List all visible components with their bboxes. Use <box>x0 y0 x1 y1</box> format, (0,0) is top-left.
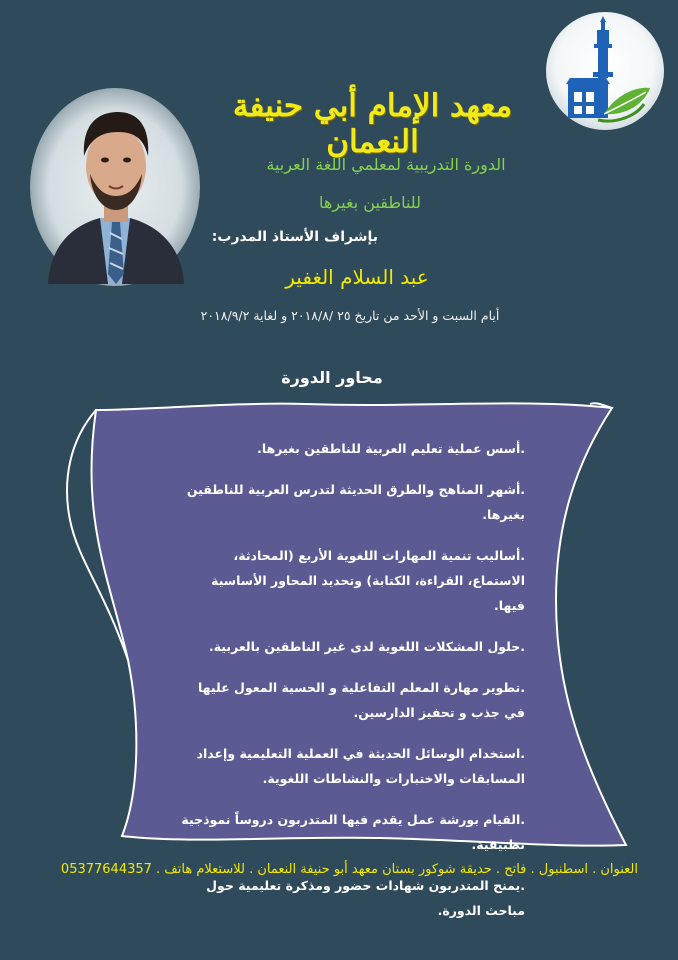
axis-item: .أساليب تنمية المهارات اللغوية الأربع (المحادثة، الاستماع، القراءة، الكتابة) وتحديد المحاور الأساسية فيها. <box>211 548 525 613</box>
footer-address-contact: العنوان . اسطنبول . فاتح . حديقة شوكور بستان معهد أبو حنيفة النعمان . للاستعلام هاتف . 05377644357 <box>60 862 638 877</box>
axis-item: .حلول المشكلات اللغوية لدى غير الناطقين بالعربية. <box>208 639 525 654</box>
course-title-line-2: للناطقين بغيرها <box>319 193 421 212</box>
axis-item: .أسس عملية تعليم العربية للناطقين بغيرها. <box>257 441 525 456</box>
axis-item: .استخدام الوسائل الحديثة في العملية التعليمية وإعداد المسابقات والاختبارات والنشاطات اللغوية. <box>196 746 525 786</box>
course-schedule: أيام السبت و الأحد من تاريخ ٢٥ /٢٠١٨/٨ و لغاية ٢٠١٨/٩/٢ <box>200 308 500 323</box>
trainer-name: عبد السلام الغفير <box>285 265 429 289</box>
course-title-line-1: الدورة التدريبية لمعلمي اللغة العربية <box>266 155 506 174</box>
institute-name: معهد الإمام أبي حنيفة النعمان <box>232 88 513 160</box>
axes-heading: محاور الدورة <box>281 368 383 387</box>
axis-item: .يمنح المتدربون شهادات حضور ومذكرة تعليمية حول مباحث الدورة. <box>206 878 525 918</box>
supervision-label: بإشراف الأستاذ المدرب: <box>211 229 378 245</box>
axis-item: .تطوير مهارة المعلم التفاعلية و الحسية المعول عليها في جذب و تحفيز الدارسين. <box>197 680 525 720</box>
axis-item: .أشهر المناهج والطرق الحديثة لتدرس العربية للناطقين بغيرها. <box>186 482 525 522</box>
course-axes-list <box>180 436 525 923</box>
axis-item: .القيام بورشة عمل يقدم فيها المتدربون دروساً نموذجية تطبيقية. <box>181 812 525 852</box>
